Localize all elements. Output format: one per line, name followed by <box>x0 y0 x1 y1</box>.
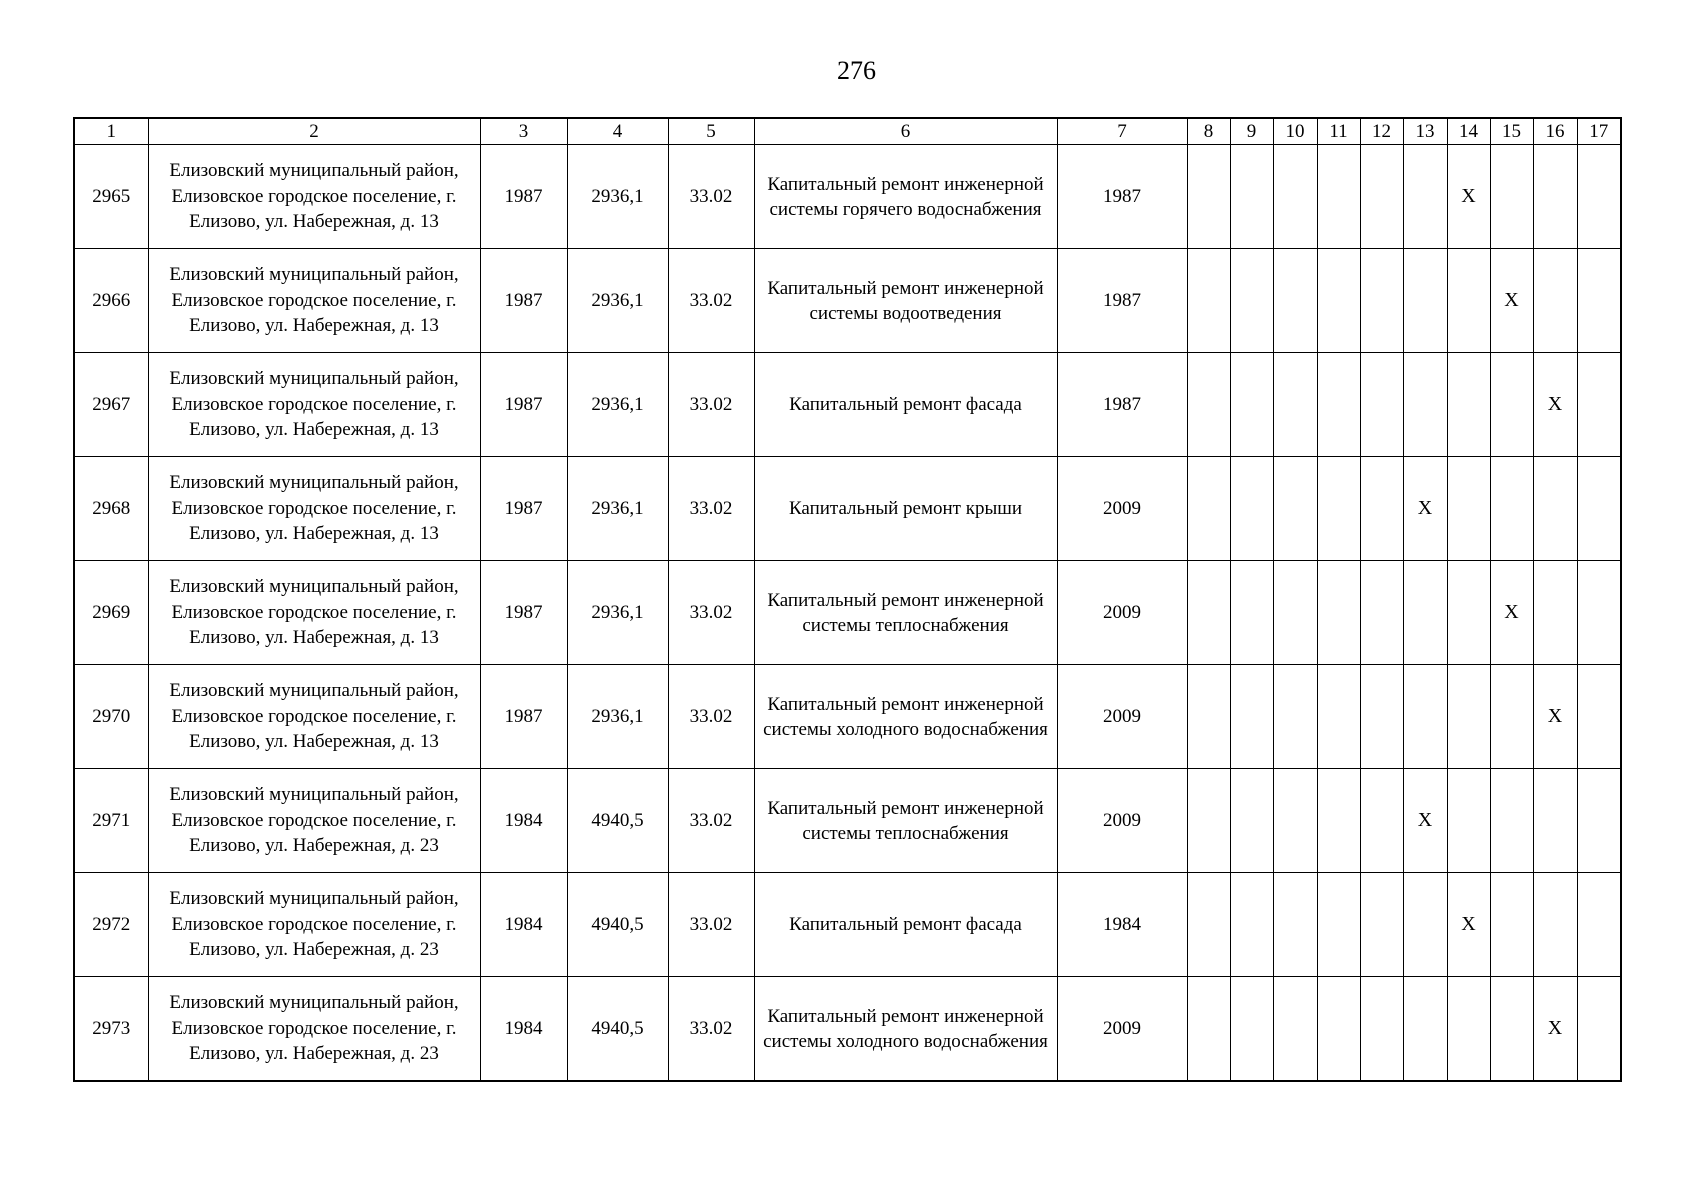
cell-id: 2967 <box>74 353 148 457</box>
cell-area: 2936,1 <box>567 561 668 665</box>
table-row <box>74 457 1621 561</box>
empty-cell-col-11 <box>1317 769 1360 873</box>
empty-cell-col-9 <box>1230 353 1273 457</box>
column-header-10: 10 <box>1273 118 1317 145</box>
empty-cell-col-9 <box>1230 977 1273 1082</box>
column-header-16: 16 <box>1533 118 1577 145</box>
empty-cell-col-11 <box>1317 249 1360 353</box>
empty-cell-col-15 <box>1490 769 1533 873</box>
table-body <box>74 118 1621 1081</box>
empty-cell-col-13 <box>1403 353 1447 457</box>
cell-year-repair: 1987 <box>1057 353 1187 457</box>
column-header-6: 6 <box>754 118 1057 145</box>
cell-code: 33.02 <box>668 873 754 977</box>
empty-cell-col-15 <box>1490 873 1533 977</box>
empty-cell-col-14 <box>1447 249 1490 353</box>
empty-cell-col-8 <box>1187 873 1230 977</box>
column-header-5: 5 <box>668 118 754 145</box>
empty-cell-col-12 <box>1360 353 1403 457</box>
cell-id: 2973 <box>74 977 148 1082</box>
empty-cell-col-15 <box>1490 145 1533 249</box>
cell-year-built: 1987 <box>480 353 567 457</box>
cell-year-repair: 2009 <box>1057 769 1187 873</box>
cell-code: 33.02 <box>668 249 754 353</box>
cell-work-type: Капитальный ремонт инженерной системы холодного водоснабжения <box>754 665 1057 769</box>
mark-cell-col-15: X <box>1490 561 1533 665</box>
empty-cell-col-14 <box>1447 561 1490 665</box>
empty-cell-col-9 <box>1230 769 1273 873</box>
empty-cell-col-17 <box>1577 977 1621 1082</box>
cell-work-type: Капитальный ремонт инженерной системы теплоснабжения <box>754 769 1057 873</box>
mark-cell-col-16: X <box>1533 665 1577 769</box>
cell-code: 33.02 <box>668 145 754 249</box>
cell-code: 33.02 <box>668 457 754 561</box>
table-row <box>74 769 1621 873</box>
cell-year-built: 1984 <box>480 977 567 1082</box>
empty-cell-col-10 <box>1273 665 1317 769</box>
column-header-1: 1 <box>74 118 148 145</box>
empty-cell-col-17 <box>1577 249 1621 353</box>
cell-year-built: 1984 <box>480 769 567 873</box>
cell-code: 33.02 <box>668 353 754 457</box>
cell-work-type: Капитальный ремонт фасада <box>754 353 1057 457</box>
empty-cell-col-16 <box>1533 769 1577 873</box>
empty-cell-col-11 <box>1317 353 1360 457</box>
cell-address: Елизовский муниципальный район, Елизовское городское поселение, г. Елизово, ул. Набережная, д. 23 <box>148 769 480 873</box>
empty-cell-col-13 <box>1403 665 1447 769</box>
cell-id: 2966 <box>74 249 148 353</box>
cell-code: 33.02 <box>668 561 754 665</box>
empty-cell-col-17 <box>1577 665 1621 769</box>
cell-work-type: Капитальный ремонт инженерной системы водоотведения <box>754 249 1057 353</box>
cell-address: Елизовский муниципальный район, Елизовское городское поселение, г. Елизово, ул. Набережная, д. 13 <box>148 561 480 665</box>
empty-cell-col-9 <box>1230 145 1273 249</box>
cell-area: 4940,5 <box>567 977 668 1082</box>
column-header-4: 4 <box>567 118 668 145</box>
empty-cell-col-12 <box>1360 249 1403 353</box>
empty-cell-col-12 <box>1360 665 1403 769</box>
empty-cell-col-12 <box>1360 977 1403 1082</box>
cell-code: 33.02 <box>668 665 754 769</box>
cell-year-repair: 2009 <box>1057 977 1187 1082</box>
cell-id: 2972 <box>74 873 148 977</box>
empty-cell-col-8 <box>1187 977 1230 1082</box>
empty-cell-col-17 <box>1577 873 1621 977</box>
empty-cell-col-12 <box>1360 145 1403 249</box>
cell-area: 2936,1 <box>567 457 668 561</box>
column-header-8: 8 <box>1187 118 1230 145</box>
column-number-header-row <box>74 118 1621 145</box>
table-row <box>74 561 1621 665</box>
mark-cell-col-14: X <box>1447 873 1490 977</box>
cell-year-built: 1984 <box>480 873 567 977</box>
empty-cell-col-12 <box>1360 769 1403 873</box>
empty-cell-col-15 <box>1490 977 1533 1082</box>
empty-cell-col-10 <box>1273 873 1317 977</box>
cell-year-repair: 1984 <box>1057 873 1187 977</box>
empty-cell-col-9 <box>1230 561 1273 665</box>
column-header-2: 2 <box>148 118 480 145</box>
cell-year-repair: 2009 <box>1057 457 1187 561</box>
cell-work-type: Капитальный ремонт инженерной системы теплоснабжения <box>754 561 1057 665</box>
empty-cell-col-8 <box>1187 769 1230 873</box>
empty-cell-col-13 <box>1403 977 1447 1082</box>
cell-id: 2965 <box>74 145 148 249</box>
empty-cell-col-13 <box>1403 249 1447 353</box>
empty-cell-col-15 <box>1490 665 1533 769</box>
empty-cell-col-17 <box>1577 769 1621 873</box>
table-row <box>74 665 1621 769</box>
mark-cell-col-14: X <box>1447 145 1490 249</box>
column-header-17: 17 <box>1577 118 1621 145</box>
cell-id: 2968 <box>74 457 148 561</box>
column-header-9: 9 <box>1230 118 1273 145</box>
empty-cell-col-11 <box>1317 457 1360 561</box>
empty-cell-col-8 <box>1187 561 1230 665</box>
cell-address: Елизовский муниципальный район, Елизовское городское поселение, г. Елизово, ул. Набережная, д. 13 <box>148 145 480 249</box>
mark-cell-col-13: X <box>1403 769 1447 873</box>
empty-cell-col-17 <box>1577 145 1621 249</box>
empty-cell-col-10 <box>1273 457 1317 561</box>
empty-cell-col-8 <box>1187 665 1230 769</box>
empty-cell-col-10 <box>1273 769 1317 873</box>
empty-cell-col-10 <box>1273 977 1317 1082</box>
cell-year-built: 1987 <box>480 665 567 769</box>
empty-cell-col-11 <box>1317 665 1360 769</box>
empty-cell-col-12 <box>1360 457 1403 561</box>
table-row <box>74 145 1621 249</box>
empty-cell-col-9 <box>1230 665 1273 769</box>
empty-cell-col-13 <box>1403 145 1447 249</box>
empty-cell-col-11 <box>1317 145 1360 249</box>
cell-area: 2936,1 <box>567 145 668 249</box>
empty-cell-col-10 <box>1273 145 1317 249</box>
table-row <box>74 977 1621 1082</box>
cell-area: 2936,1 <box>567 665 668 769</box>
empty-cell-col-15 <box>1490 353 1533 457</box>
cell-year-repair: 2009 <box>1057 665 1187 769</box>
cell-work-type: Капитальный ремонт инженерной системы горячего водоснабжения <box>754 145 1057 249</box>
empty-cell-col-8 <box>1187 249 1230 353</box>
page-number: 276 <box>837 56 876 85</box>
empty-cell-col-8 <box>1187 457 1230 561</box>
cell-code: 33.02 <box>668 977 754 1082</box>
column-header-3: 3 <box>480 118 567 145</box>
mark-cell-col-16: X <box>1533 353 1577 457</box>
empty-cell-col-11 <box>1317 977 1360 1082</box>
column-header-12: 12 <box>1360 118 1403 145</box>
column-header-13: 13 <box>1403 118 1447 145</box>
column-header-15: 15 <box>1490 118 1533 145</box>
empty-cell-col-14 <box>1447 665 1490 769</box>
empty-cell-col-16 <box>1533 457 1577 561</box>
empty-cell-col-13 <box>1403 561 1447 665</box>
mark-cell-col-13: X <box>1403 457 1447 561</box>
column-header-11: 11 <box>1317 118 1360 145</box>
cell-address: Елизовский муниципальный район, Елизовское городское поселение, г. Елизово, ул. Набережная, д. 13 <box>148 457 480 561</box>
empty-cell-col-10 <box>1273 561 1317 665</box>
table-row <box>74 249 1621 353</box>
empty-cell-col-16 <box>1533 873 1577 977</box>
cell-year-built: 1987 <box>480 145 567 249</box>
empty-cell-col-8 <box>1187 353 1230 457</box>
cell-area: 4940,5 <box>567 769 668 873</box>
cell-id: 2970 <box>74 665 148 769</box>
column-header-7: 7 <box>1057 118 1187 145</box>
empty-cell-col-14 <box>1447 769 1490 873</box>
cell-year-built: 1987 <box>480 561 567 665</box>
empty-cell-col-10 <box>1273 249 1317 353</box>
empty-cell-col-14 <box>1447 353 1490 457</box>
cell-year-built: 1987 <box>480 249 567 353</box>
table-row <box>74 353 1621 457</box>
cell-address: Елизовский муниципальный район, Елизовское городское поселение, г. Елизово, ул. Набережная, д. 13 <box>148 353 480 457</box>
cell-id: 2969 <box>74 561 148 665</box>
empty-cell-col-8 <box>1187 145 1230 249</box>
empty-cell-col-17 <box>1577 353 1621 457</box>
cell-area: 4940,5 <box>567 873 668 977</box>
cell-year-repair: 2009 <box>1057 561 1187 665</box>
column-header-14: 14 <box>1447 118 1490 145</box>
empty-cell-col-16 <box>1533 561 1577 665</box>
empty-cell-col-11 <box>1317 561 1360 665</box>
capital-repair-table <box>73 117 1622 1082</box>
empty-cell-col-9 <box>1230 249 1273 353</box>
empty-cell-col-15 <box>1490 457 1533 561</box>
cell-year-repair: 1987 <box>1057 145 1187 249</box>
cell-address: Елизовский муниципальный район, Елизовское городское поселение, г. Елизово, ул. Набережная, д. 23 <box>148 977 480 1082</box>
empty-cell-col-9 <box>1230 873 1273 977</box>
cell-area: 2936,1 <box>567 353 668 457</box>
cell-address: Елизовский муниципальный район, Елизовское городское поселение, г. Елизово, ул. Набережная, д. 23 <box>148 873 480 977</box>
cell-code: 33.02 <box>668 769 754 873</box>
empty-cell-col-16 <box>1533 249 1577 353</box>
empty-cell-col-14 <box>1447 457 1490 561</box>
empty-cell-col-17 <box>1577 561 1621 665</box>
empty-cell-col-10 <box>1273 353 1317 457</box>
cell-year-built: 1987 <box>480 457 567 561</box>
cell-work-type: Капитальный ремонт фасада <box>754 873 1057 977</box>
cell-work-type: Капитальный ремонт инженерной системы холодного водоснабжения <box>754 977 1057 1082</box>
empty-cell-col-9 <box>1230 457 1273 561</box>
empty-cell-col-13 <box>1403 873 1447 977</box>
empty-cell-col-17 <box>1577 457 1621 561</box>
cell-address: Елизовский муниципальный район, Елизовское городское поселение, г. Елизово, ул. Набережная, д. 13 <box>148 249 480 353</box>
empty-cell-col-14 <box>1447 977 1490 1082</box>
mark-cell-col-16: X <box>1533 977 1577 1082</box>
empty-cell-col-12 <box>1360 873 1403 977</box>
empty-cell-col-16 <box>1533 145 1577 249</box>
cell-address: Елизовский муниципальный район, Елизовское городское поселение, г. Елизово, ул. Набережная, д. 13 <box>148 665 480 769</box>
cell-area: 2936,1 <box>567 249 668 353</box>
cell-year-repair: 1987 <box>1057 249 1187 353</box>
cell-work-type: Капитальный ремонт крыши <box>754 457 1057 561</box>
empty-cell-col-12 <box>1360 561 1403 665</box>
empty-cell-col-11 <box>1317 873 1360 977</box>
cell-id: 2971 <box>74 769 148 873</box>
table-row <box>74 873 1621 977</box>
mark-cell-col-15: X <box>1490 249 1533 353</box>
